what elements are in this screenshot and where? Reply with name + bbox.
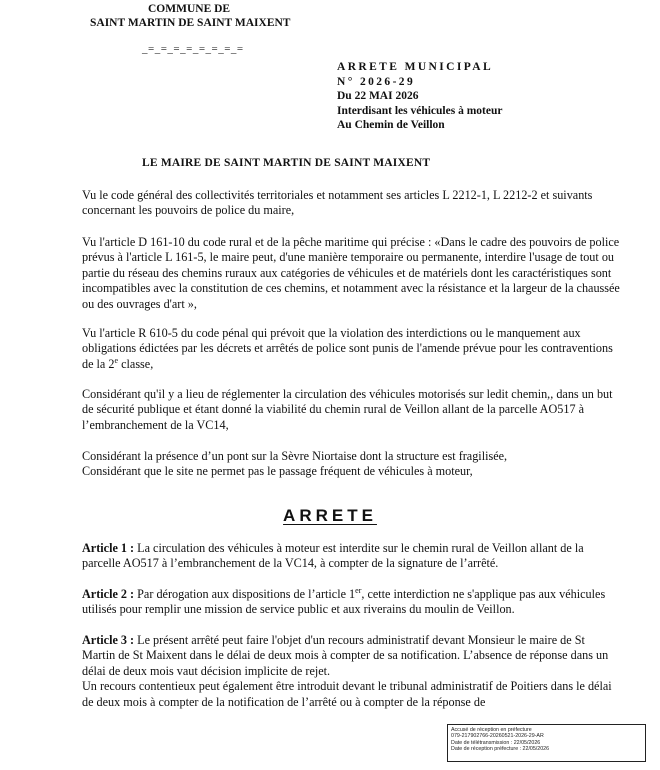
- consideration-paragraph-4: Considérant qu'il y a lieu de réglementer la circulation des véhicules motorisés sur ledit chemin,, dans un but de sécurité publique et étant donné la viabilité du chemin rural de Veillon allant de la parcelle AO517 à l’embranchement de la VC14,: [82, 387, 613, 432]
- arrete-reference-block: [337, 60, 502, 133]
- consideration-paragraph-3: [82, 326, 620, 372]
- consideration-3-superscript: e: [114, 355, 119, 365]
- article-3-text: Le présent arrêté peut faire l'objet d'un recours administratif devant Monsieur le maire de St Martin de St Maixent dans le délai de deux mois à compter de sa notification. L’absence de réponse dans un délai de deux mois vaut décision implicite de rejet.: [82, 633, 609, 678]
- commune-name: SAINT MARTIN DE SAINT MAIXENT: [90, 17, 291, 29]
- article-2-superscript: er: [355, 585, 362, 595]
- article-2: [82, 587, 620, 618]
- arrete-date: Du 22 MAI 2026: [337, 90, 419, 103]
- article-1: [82, 541, 620, 572]
- prefecture-receipt-stamp: [447, 724, 646, 762]
- commune-label: COMMUNE DE: [148, 3, 231, 15]
- article-1-label: Article 1 :: [82, 541, 135, 555]
- arrete-subject: Interdisant les véhicules à moteur: [337, 104, 503, 117]
- stamp-line-3: Date de télétransmission : 22/05/2026: [451, 739, 541, 746]
- consideration-5-line-1: Considérant la présence d’un pont sur la Sèvre Niortaise dont la structure est fragilisée,: [82, 449, 508, 463]
- consideration-paragraph-5: [82, 449, 620, 480]
- article-1-text: La circulation des véhicules à moteur est interdite sur le chemin rural de Veillon allant de la parcelle AO517 à l’embranchement de la VC14, à compter de la signature de l’arrêté.: [82, 541, 584, 571]
- consideration-paragraph-1: Vu le code général des collectivités territoriales et notamment ses articles L 2212-1, L 2212-2 et suivants concernant les pouvoirs de police du maire,: [82, 188, 593, 218]
- arrete-number: N° 2026-29: [337, 75, 416, 88]
- stamp-line-4: Date de réception préfecture : 22/05/2026: [451, 746, 550, 753]
- stamp-line-2: 079-217902766-20260521-2026-29-AR: [451, 733, 544, 740]
- arrete-title: ARRETE MUNICIPAL: [337, 61, 494, 73]
- stamp-line-1: Accusé de réception en préfecture: [451, 727, 532, 733]
- article-2-text-end: , cette interdiction ne s'applique pas aux véhicules utilisés pour remplir une mission de service public et aux riverains du moulin de Veillon.: [82, 587, 606, 617]
- article-3-label: Article 3 :: [82, 633, 135, 647]
- decision-title-text: ARRETE: [283, 506, 377, 525]
- consideration-paragraph-2: Vu l'article D 161-10 du code rural et de la pêche maritime qui précise : «Dans le cadre des pouvoirs de police prévus à l'article L 161-5, le maire peut, d'une manière temporaire ou permanente, interdire l'usage de tout ou partie du réseau des chemins ruraux aux catégories de véhicules et de matériels dont les caractéristiques sont incompatibles avec la constitution de ces chemins, et notamment avec la résistance et la largeur de la chaussée ou des ouvrages d'art »,: [82, 235, 620, 311]
- article-2-text: Par dérogation aux dispositions de l’article 1: [134, 587, 356, 601]
- header-separator: _=_=_=_=_=_=_=_=: [142, 43, 244, 55]
- decision-title: [0, 506, 660, 526]
- consideration-3-suffix: classe,: [118, 356, 154, 371]
- arrete-location: Au Chemin de Veillon: [337, 119, 445, 132]
- consideration-5-line-2: Considérant que le site ne permet pas le passage fréquent de véhicules à moteur,: [82, 464, 473, 479]
- article-3: [82, 633, 620, 710]
- article-3-text-2: Un recours contentieux peut également être introduit devant le tribunal administratif de Poitiers dans le délai de deux mois à compter de la notification de l’arrêté ou à compter de la réponse de: [82, 679, 612, 709]
- article-2-label: Article 2 :: [82, 587, 135, 601]
- maire-heading: LE MAIRE DE SAINT MARTIN DE SAINT MAIXENT: [142, 157, 431, 169]
- consideration-3-text: Vu l'article R 610-5 du code pénal qui prévoit que la violation des interdictions ou le manquement aux obligations édictées par les décrets et arrêtés de police sont punis de l'amende prévue pour les contraventions de la 2: [82, 326, 613, 371]
